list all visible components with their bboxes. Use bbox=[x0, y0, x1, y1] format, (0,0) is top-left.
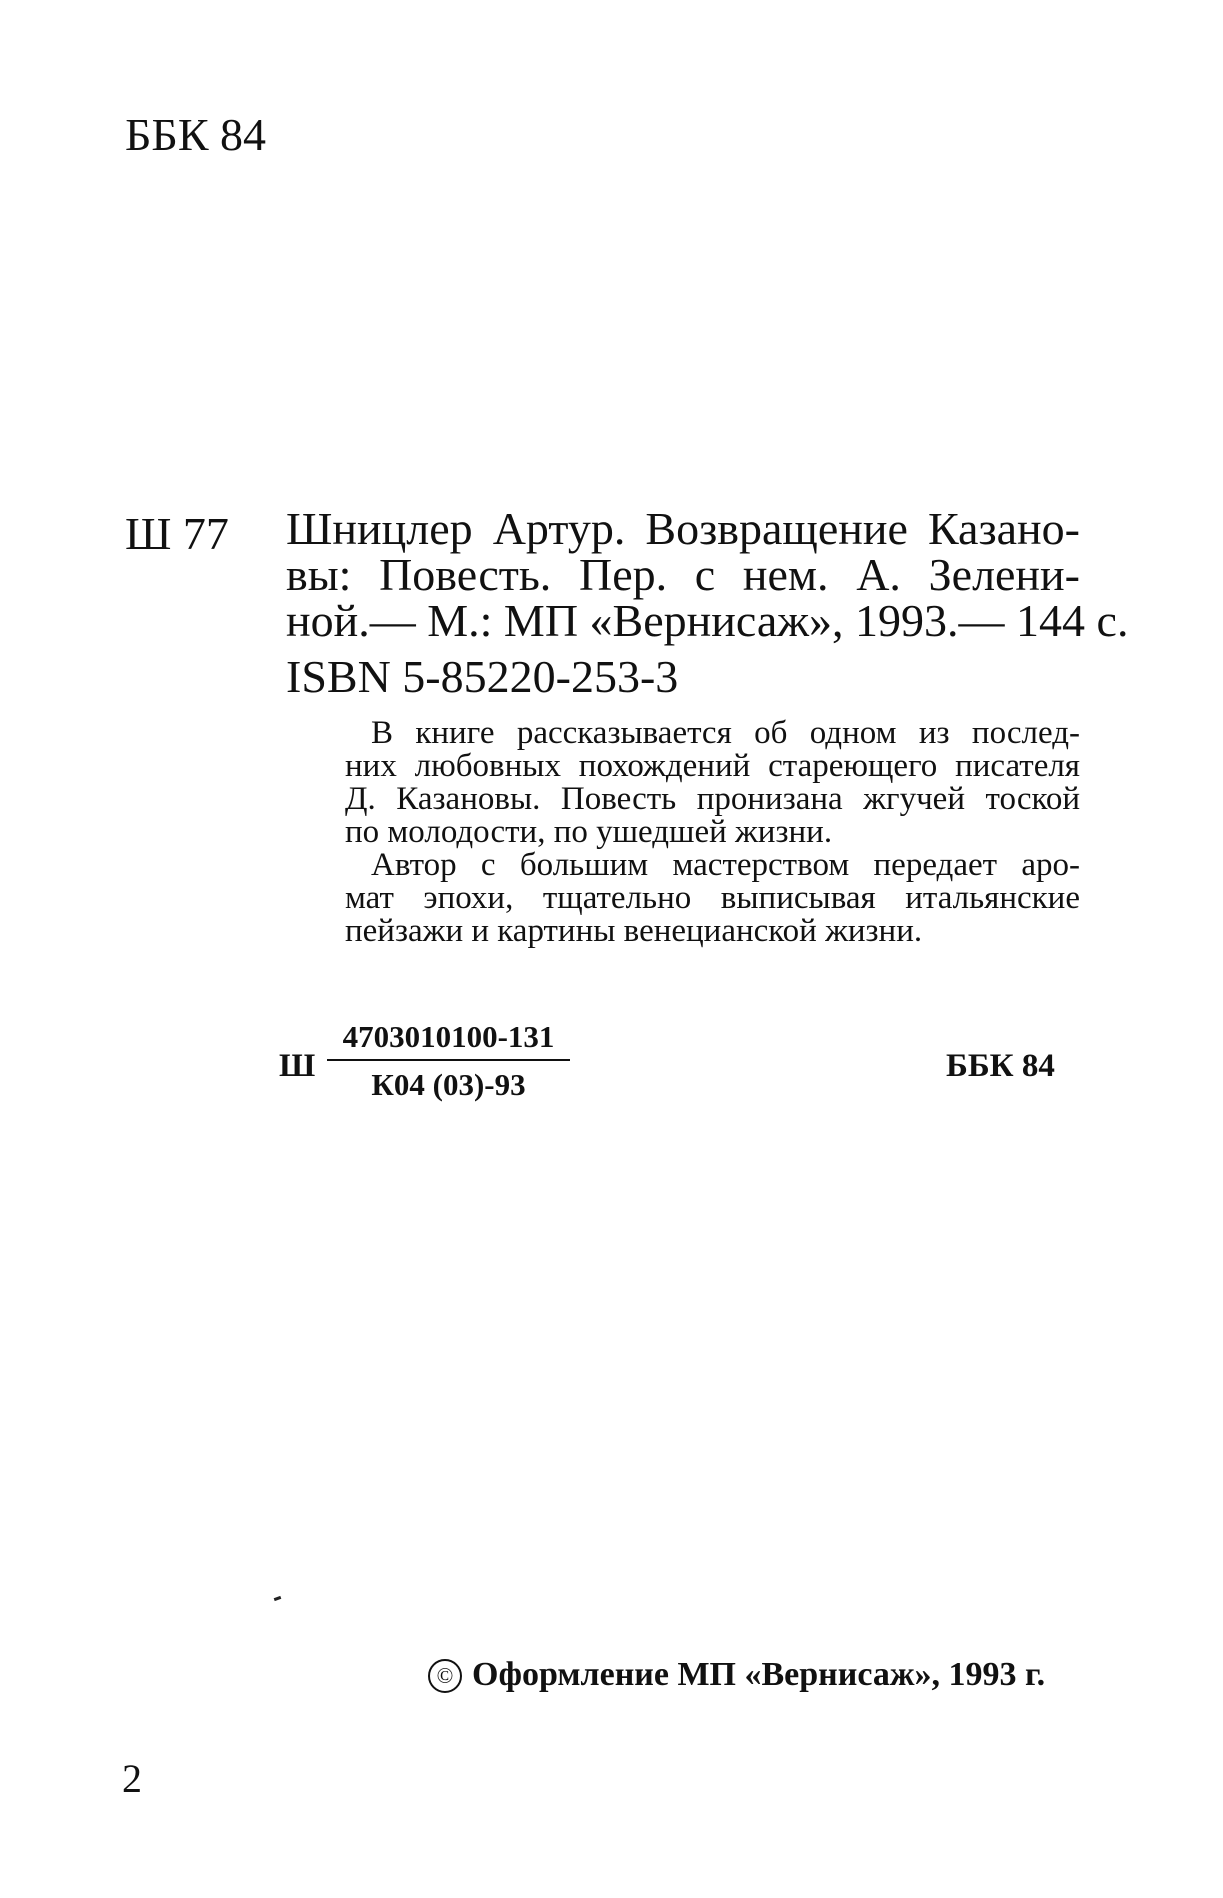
annotation-line: Д. Казановы. Повесть пронизана жгучей тоской bbox=[345, 781, 1080, 817]
bibliographic-line: Шницлер Артур. Возвращение Казано- bbox=[286, 503, 1080, 554]
annotation bbox=[345, 717, 1080, 948]
bbk-index-bottom: ББК 84 bbox=[946, 1048, 1055, 1084]
copyright-line bbox=[428, 1653, 1045, 1697]
annotation-line: мат эпохи, тщательно выписывая итальянские bbox=[345, 880, 1080, 916]
print-speck bbox=[274, 1596, 282, 1601]
annotation-line: Автор с большим мастерством передает аро- bbox=[371, 847, 1080, 883]
bbk-index-top: ББК 84 bbox=[125, 109, 267, 160]
catalog-code-numerator: 4703010100-131 bbox=[342, 1019, 555, 1054]
copyright-text: Оформление МП «Вернисаж», 1993 г. bbox=[472, 1656, 1046, 1693]
catalog-code-fraction bbox=[327, 1018, 570, 1104]
copyright-icon: © bbox=[428, 1659, 462, 1693]
bibliographic-line: ной.— М.: МП «Вернисаж», 1993.— 144 с. bbox=[286, 595, 1129, 646]
fraction-bar bbox=[327, 1059, 570, 1061]
isbn: ISBN 5-85220-253-3 bbox=[286, 651, 679, 702]
annotation-line: В книге рассказывается об одном из послед- bbox=[371, 715, 1080, 751]
catalog-code-denominator: К04 (03)-93 bbox=[371, 1067, 526, 1102]
annotation-line: них любовных похождений стареющего писателя bbox=[345, 748, 1080, 784]
page-number: 2 bbox=[122, 1756, 142, 1801]
bibliographic-line: вы: Повесть. Пер. с нем. А. Зелени- bbox=[286, 549, 1080, 600]
bibliographic-entry bbox=[286, 503, 1129, 646]
catalog-code-letter: Ш bbox=[279, 1048, 316, 1084]
author-sign: Ш 77 bbox=[125, 508, 229, 559]
annotation-line: пейзажи и картины венецианской жизни. bbox=[345, 913, 923, 949]
annotation-line: по молодости, по ушедшей жизни. bbox=[345, 814, 833, 850]
